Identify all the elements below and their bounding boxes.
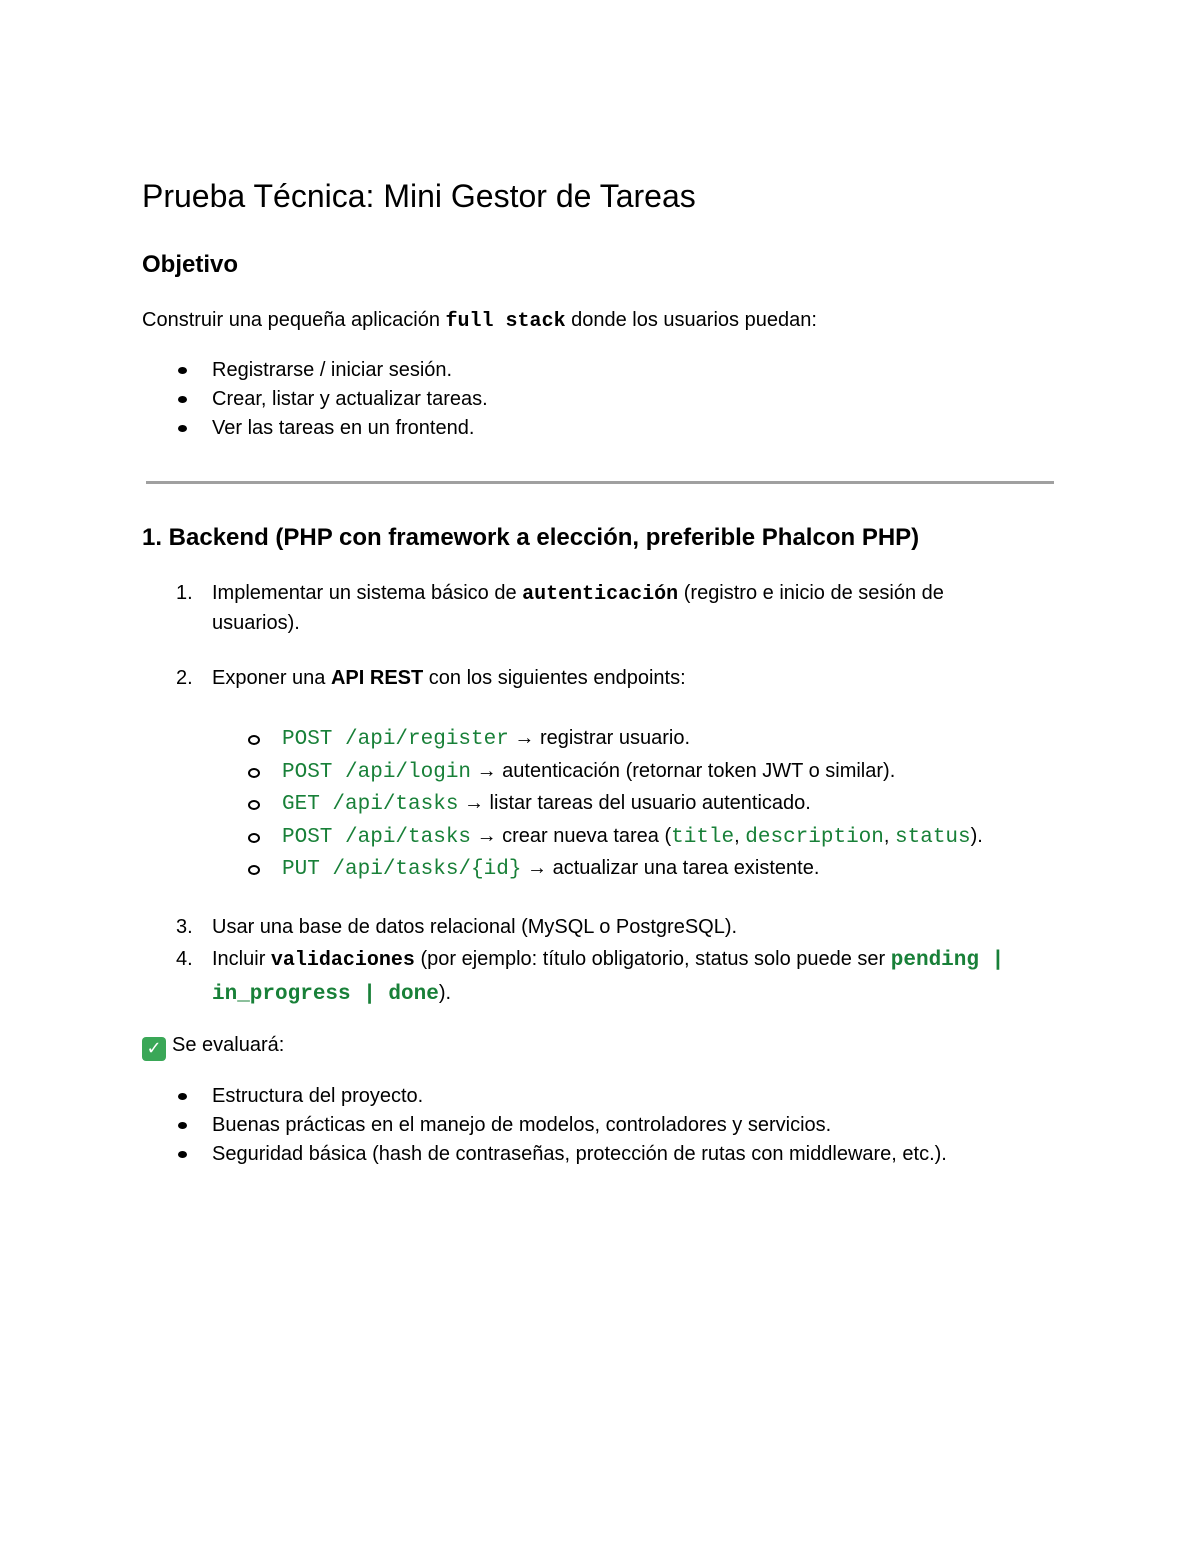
list-item-text: Seguridad básica (hash de contraseñas, protección de rutas con middleware, etc.). <box>212 1143 947 1165</box>
item-text: Incluir validaciones (por ejemplo: título obligatorio, status solo puede ser pending | in_progress | done). <box>212 948 1005 1006</box>
endpoint-code: POST /api/login <box>282 760 472 784</box>
objective-heading: Objetivo <box>142 251 239 278</box>
list-item <box>142 414 1054 443</box>
numbered-item-2 <box>142 664 1054 692</box>
numbered-item-3 <box>142 913 1054 941</box>
item-number: 1. <box>176 582 193 604</box>
list-item <box>142 1140 1054 1169</box>
endpoint-description: → registrar usuario. <box>508 727 691 749</box>
hollow-bullet-icon <box>248 833 260 843</box>
bullet-icon <box>178 367 187 374</box>
endpoint-code: POST /api/register <box>282 728 509 751</box>
field-code: status <box>895 825 971 849</box>
intro-text-end: donde los usuarios puedan: <box>565 309 817 331</box>
document-title: Prueba Técnica: Mini Gestor de Tareas <box>142 178 696 214</box>
bullet-icon <box>178 1151 187 1158</box>
list-item <box>142 385 1054 414</box>
endpoint-code: GET /api/tasks <box>282 793 459 816</box>
endpoint-description: → crear nueva tarea ( <box>471 824 672 847</box>
item-number: 2. <box>176 667 193 689</box>
endpoint-item <box>142 787 1054 820</box>
endpoint-item <box>142 722 1054 755</box>
item-text: Usar una base de datos relacional (MySQL o PostgreSQL). <box>212 916 738 938</box>
bullet-icon <box>178 1122 187 1129</box>
item-text: Exponer una API REST con los siguientes endpoints: <box>212 667 686 689</box>
endpoint-list <box>142 722 1054 885</box>
list-item-text: Estructura del proyecto. <box>212 1085 424 1107</box>
status-code: in_progress | done <box>212 983 439 1006</box>
status-code: pending | <box>890 949 1005 972</box>
numbered-item-1 <box>142 579 1054 637</box>
list-item-text: Buenas prácticas en el manejo de modelos, controladores y servicios. <box>212 1114 832 1136</box>
list-item <box>142 1082 1054 1111</box>
bold-term: API REST <box>330 667 424 689</box>
field-code: description <box>745 825 884 849</box>
bold-term: autenticación <box>522 583 679 606</box>
hollow-bullet-icon <box>248 800 260 810</box>
check-mark-icon: ✓ <box>142 1037 166 1061</box>
endpoint-item <box>142 755 1054 788</box>
endpoint-description: → actualizar una tarea existente. <box>521 857 820 879</box>
horizontal-divider <box>146 481 1054 484</box>
list-item-text: Crear, listar y actualizar tareas. <box>212 388 488 410</box>
hollow-bullet-icon <box>248 768 260 778</box>
endpoint-code: POST /api/tasks <box>282 825 472 849</box>
item-number: 4. <box>176 948 193 970</box>
item-text: Implementar un sistema básico de autenticación (registro e inicio de sesión de usuarios). <box>212 582 944 634</box>
evaluation-list <box>142 1082 1054 1169</box>
numbered-item-4 <box>142 943 1054 1011</box>
hollow-bullet-icon <box>248 865 260 875</box>
list-item-text: Ver las tareas en un frontend. <box>212 417 475 439</box>
bullet-icon <box>178 1093 187 1100</box>
endpoint-item: POST /api/tasks → crear nueva tarea (title, description, status). <box>142 820 1054 853</box>
backend-heading: 1. Backend (PHP con framework a elección, preferible Phalcon PHP) <box>142 524 920 551</box>
endpoint-description: → listar tareas del usuario autenticado. <box>458 792 811 814</box>
endpoint-code: PUT /api/tasks/{id} <box>282 858 522 881</box>
item-number: 3. <box>176 916 193 938</box>
bullet-icon <box>178 396 187 403</box>
objective-list <box>142 356 1054 443</box>
intro-text: Construir una pequeña aplicación <box>142 309 446 331</box>
bullet-icon <box>178 425 187 432</box>
list-item-text: Registrarse / iniciar sesión. <box>212 359 453 381</box>
evaluation-label-text: Se evaluará: <box>172 1034 285 1056</box>
evaluation-label <box>142 1031 284 1061</box>
field-code: title <box>671 825 735 849</box>
objective-intro <box>142 306 817 336</box>
endpoint-item <box>142 852 1054 885</box>
list-item <box>142 356 1054 385</box>
list-item <box>142 1111 1054 1140</box>
endpoint-description: → autenticación (retornar token JWT o similar). <box>471 759 896 782</box>
intro-bold: full stack <box>445 310 566 333</box>
hollow-bullet-icon <box>248 735 260 745</box>
bold-term: validaciones <box>270 949 415 972</box>
